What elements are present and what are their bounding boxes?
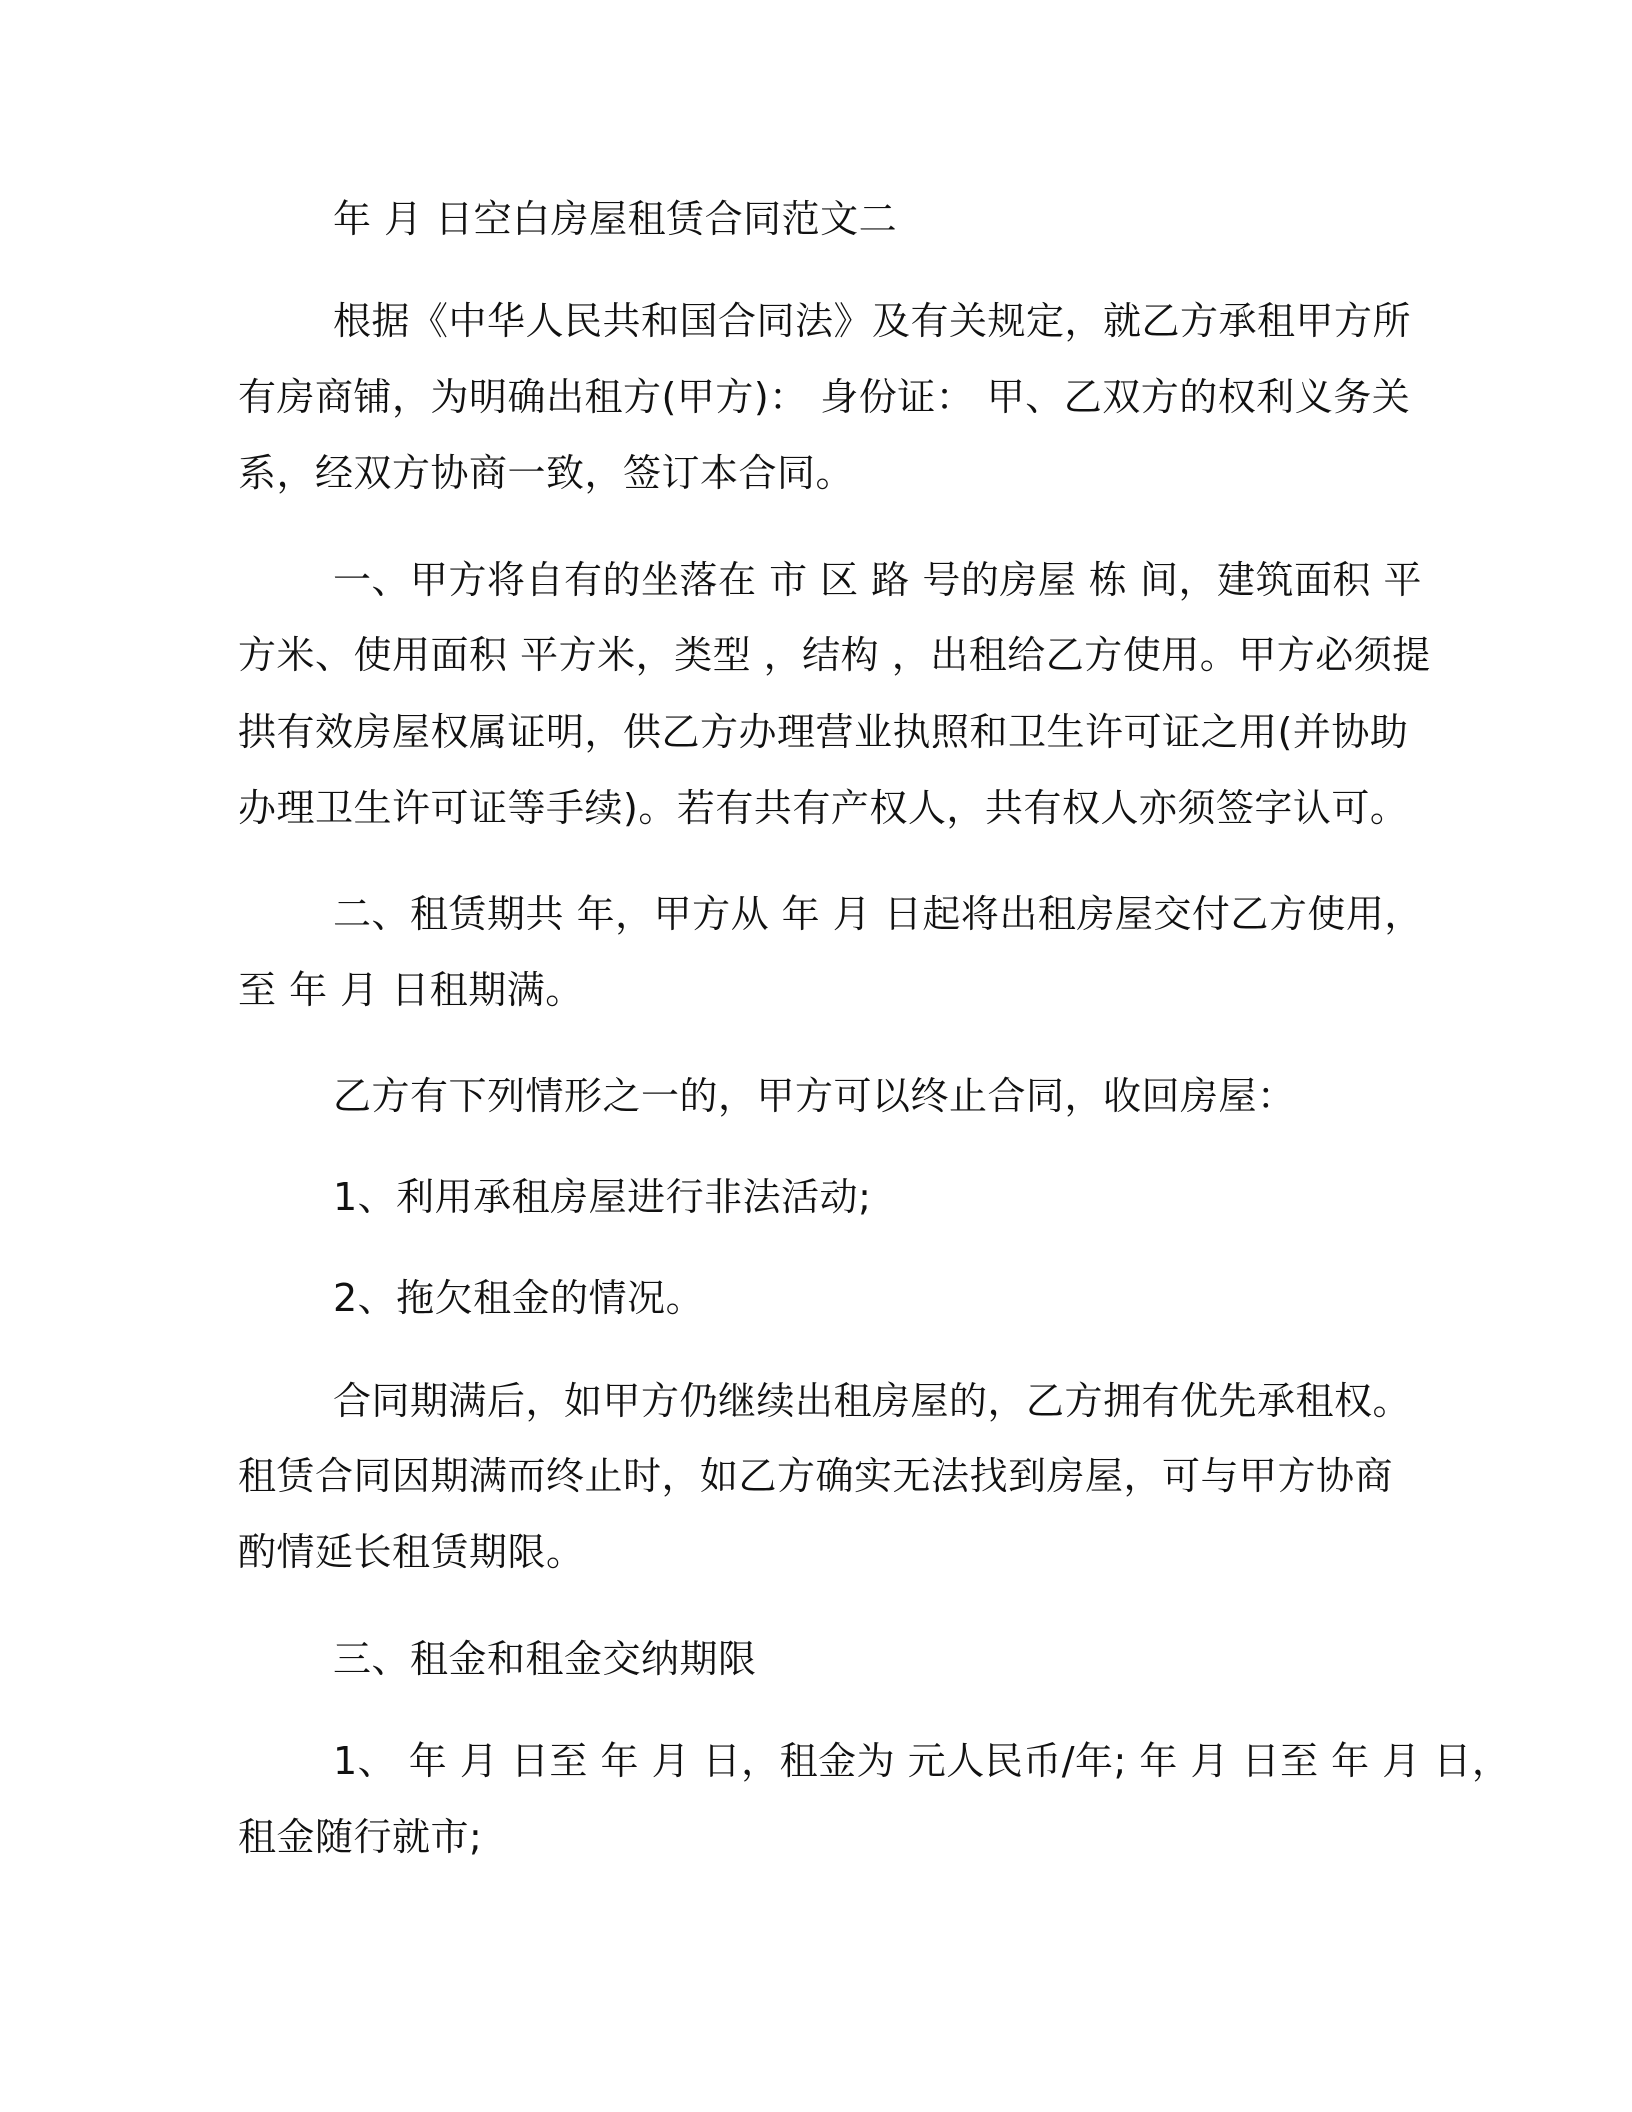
termination-heading: 乙方有下列情形之一的，甲方可以终止合同，收回房屋： <box>333 1074 1296 1118</box>
paragraph-intro-line-2: 有房商铺，为明确出租方(甲方)： 身份证： 甲、乙双方的权利义务关 <box>238 375 1411 419</box>
clause-1-line-1: 一、甲方将自有的坐落在 市 区 路 号的房屋 栋 间，建筑面积 平 <box>333 558 1423 602</box>
clause-1-line-4: 办理卫生许可证等手续)。若有共有产权人，共有权人亦须签字认可。 <box>238 786 1409 830</box>
document-title: 年 月 日空白房屋租赁合同范文二 <box>333 197 898 241</box>
rent-item-1-line-1: 1、 年 月 日至 年 月 日，租金为 元人民币/年; 年 月 日至 年 月 日， <box>333 1739 1511 1783</box>
renewal-line-3: 酌情延长租赁期限。 <box>238 1530 585 1574</box>
renewal-line-2: 租赁合同因期满而终止时，如乙方确实无法找到房屋，可与甲方协商 <box>238 1454 1394 1498</box>
clause-1-line-2: 方米、使用面积 平方米，类型 ，结构 ，出租给乙方使用。甲方必须提 <box>238 633 1431 677</box>
paragraph-intro-line-1: 根据《中华人民共和国合同法》及有关规定，就乙方承租甲方所 <box>333 299 1412 343</box>
rent-item-1-line-2: 租金随行就市; <box>238 1815 483 1859</box>
renewal-line-1: 合同期满后，如甲方仍继续出租房屋的，乙方拥有优先承租权。 <box>333 1379 1412 1423</box>
clause-3-heading: 三、租金和租金交纳期限 <box>333 1637 757 1681</box>
paragraph-intro-line-3: 系，经双方协商一致，签订本合同。 <box>238 451 855 495</box>
clause-2-line-2: 至 年 月 日租期满。 <box>238 968 584 1012</box>
termination-item-1: 1、利用承租房屋进行非法活动; <box>333 1175 872 1219</box>
clause-2-line-1: 二、租赁期共 年，甲方从 年 月 日起将出租房屋交付乙方使用， <box>333 892 1423 936</box>
clause-1-line-3: 拱有效房屋权属证明，供乙方办理营业执照和卫生许可证之用(并协助 <box>238 710 1409 754</box>
termination-item-2: 2、拖欠租金的情况。 <box>333 1276 705 1320</box>
